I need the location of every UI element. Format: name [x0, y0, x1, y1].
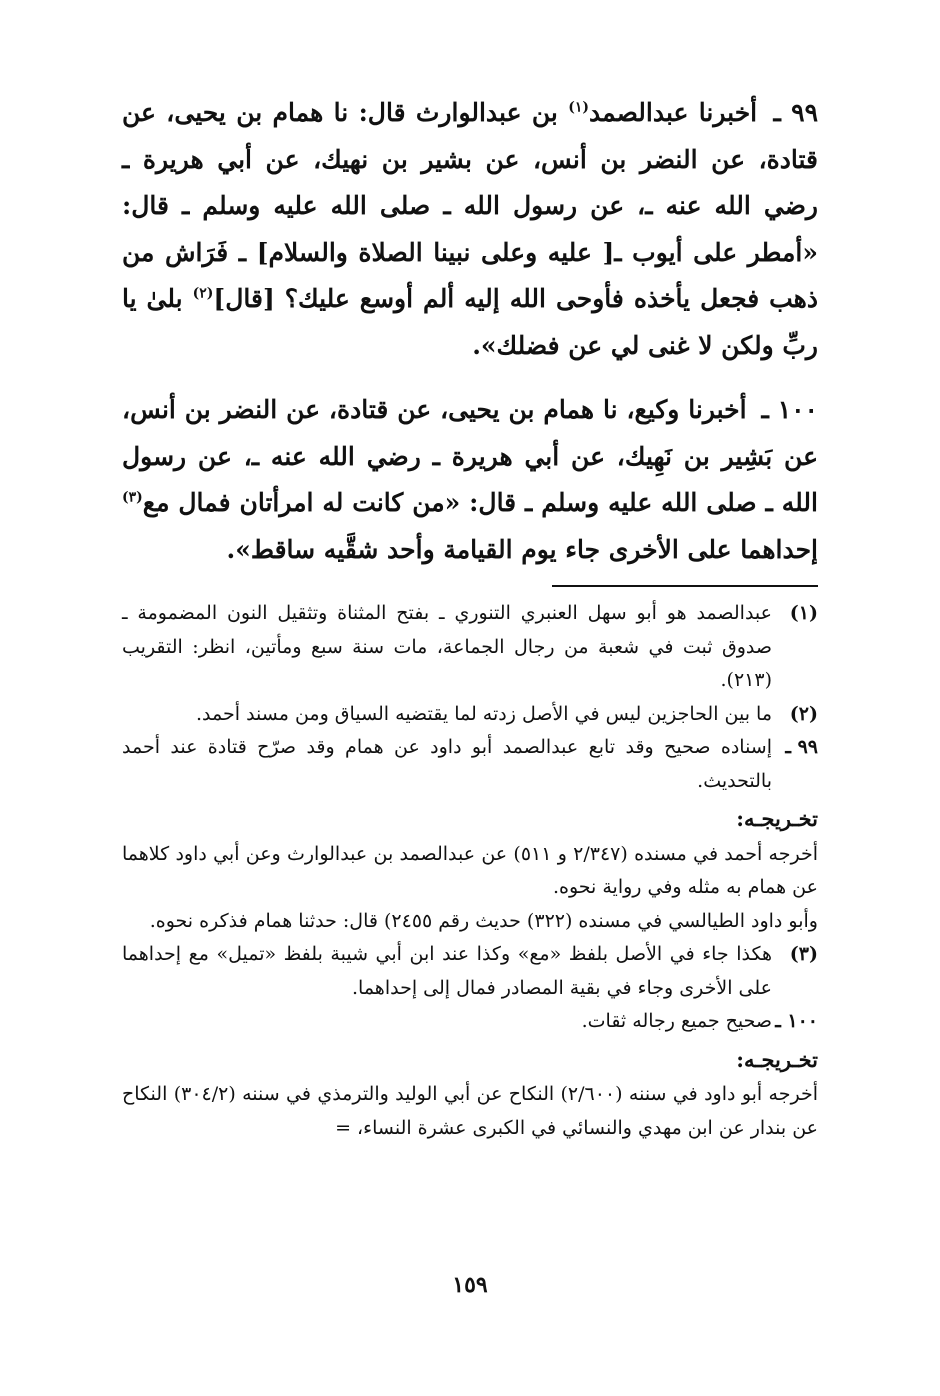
page-content [122, 90, 818, 1145]
hadith-text: إحداهما على الأخرى جاء يوم القيامة وأحد شقَّيه ساقط». [226, 534, 818, 564]
hadith-text: بلىٰ يا ربِّ ولكن لا غنى لي عن فضلك». [122, 284, 818, 360]
footnote-3 [122, 938, 818, 1005]
grading-text: صحيح جميع رجاله ثقات. [581, 1010, 772, 1032]
footnote-ref[interactable]: (٢) [192, 285, 214, 302]
takhrij-heading: تخـريجـه: [736, 806, 818, 831]
hadith-99 [122, 90, 818, 369]
hadith-100-grading [122, 1005, 818, 1039]
footnote-text: ما بين الحاجزين ليس في الأصل زدته لما يقتضيه السياق ومن مسند أحمد. [196, 702, 772, 725]
hadith-text: أخبرنا عبدالصمد [589, 98, 758, 127]
hadith-text: بن عبدالوارث قال: نا همام بن يحيى، عن قتادة، عن النضر بن أنس، عن بشير بن نهيك، عن أبي هريرة ـ رضي الله عنه ـ، عن رسول الله ـ صلى الله عليه وسلم ـ قال: «أمطر على أيوب ـ[ عليه وعلى نبينا الصلاة والسلام] ـ فَرَاش من ذهب فجعل يأخذه فأوحى الله إليه ألم أوسع عليك؟ [قال] [122, 98, 818, 313]
footnote-text: عبدالصمد هو أبو سهل العنبري التنوري ـ بفتح المثناة وتثقيل النون المضمومة ـ صدوق ثبت في شعبة من رجال الجماعة، مات سنة سبع ومأتين، انظر: التقريب (٢١٣). [122, 602, 772, 691]
footnote-divider [552, 585, 818, 587]
hadith-number: ٩٩ ـ [773, 98, 818, 127]
main-text [122, 90, 818, 573]
takhrij-heading: تخـريجـه: [736, 1046, 818, 1072]
footnote-1 [122, 597, 818, 698]
footnote-2 [122, 698, 818, 732]
footnote-text: هكذا جاء في الأصل بلفظ «مع» وكذا عند ابن أبي شيبة بلفظ «تميل» مع إحداهما على الأخرى وجاء في بقية المصادر فمال إلى إحداهما. [122, 943, 772, 999]
footnote-marker: (٣) [789, 943, 818, 965]
hadith-100 [122, 387, 818, 573]
footnote-ref[interactable]: (٣) [122, 489, 143, 506]
takhrij-text: أخرجه أحمد في مسنده (٢/٣٤٧ و ٥١١) عن عبدالصمد بن عبدالوارث وعن أبي داود كلاهما عن همام به مثله وفي رواية نحوه. [122, 842, 818, 898]
footnote-marker: (٢) [789, 702, 818, 725]
footnotes [122, 597, 818, 1145]
takhrij-text: أخرجه أبو داود في سننه (٢/٦٠٠) النكاح عن أبي الوليد والترمذي في سننه (٣٠٤/٢) النكاح عن بندار عن ابن مهدي والنسائي في الكبرى عشرة النساء، = [122, 1083, 818, 1139]
grading-text: إسناده صحيح وقد تابع عبدالصمد أبو داود عن همام وقد صرّح قتادة عند أحمد بالتحديث. [122, 736, 772, 792]
footnote-marker: ١٠٠ ـ [775, 1010, 818, 1032]
takhrij-text: وأبو داود الطيالسي في مسنده (٣٢٢) حديث رقم ٢٤٥٥) قال: حدثنا همام فذكره نحوه. [149, 909, 818, 932]
hadith-number: ١٠٠ ـ [761, 395, 818, 424]
page-number: ١٥٩ [452, 1272, 488, 1298]
footnote-marker: ٩٩ ـ [785, 736, 818, 758]
footnote-marker: (١) [789, 602, 818, 624]
hadith-text: أخبرنا وكيع، نا همام بن يحيى، عن قتادة، عن النضر بن أنس، عن بَشِير بن نَهِيك، عن أبي هريرة ـ رضي الله عنه ـ، عن رسول الله ـ صلى الله عليه وسلم ـ قال: «من كانت له امرأتان فمال مع [122, 395, 818, 517]
hadith-99-grading [122, 731, 818, 798]
footnote-ref[interactable]: (١) [568, 99, 590, 116]
